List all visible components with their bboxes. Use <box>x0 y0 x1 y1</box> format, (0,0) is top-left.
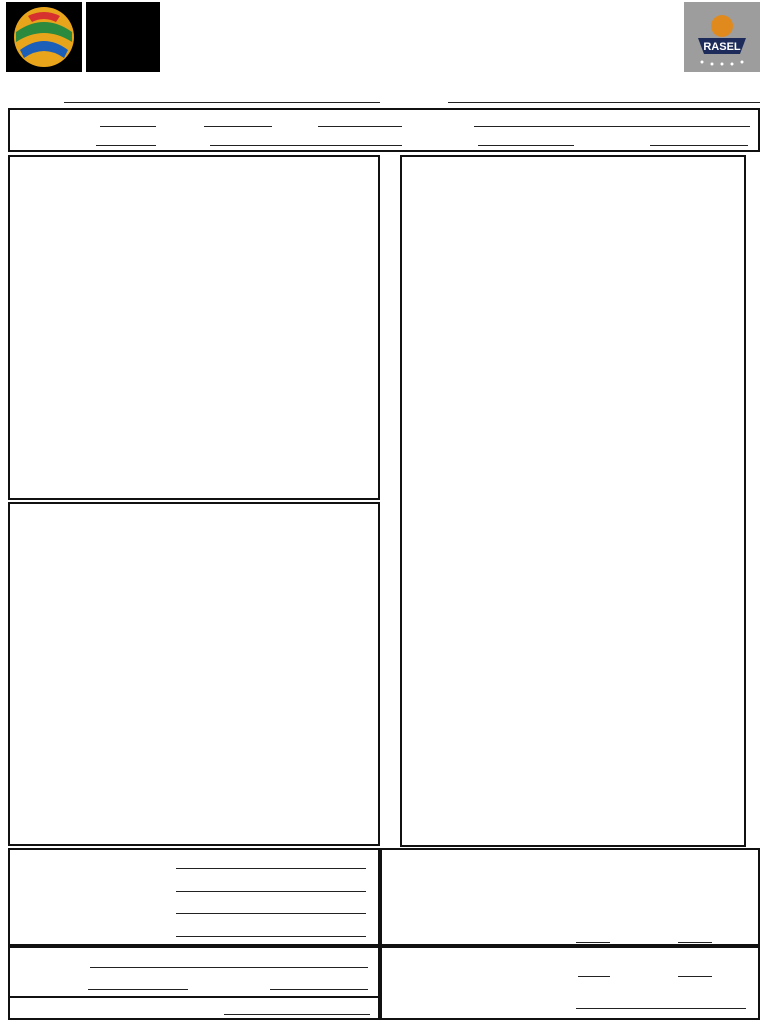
operator-field[interactable] <box>176 936 366 937</box>
officials-panel <box>8 848 380 946</box>
team-b-panel <box>8 502 380 846</box>
final-team-a-field[interactable] <box>578 976 610 977</box>
scores-extra-b-field[interactable] <box>678 942 712 943</box>
bottom-referee-field[interactable] <box>90 967 368 968</box>
timer-field[interactable] <box>176 913 366 914</box>
scores-extra-a-field[interactable] <box>576 942 610 943</box>
game-no-field[interactable] <box>96 145 156 146</box>
winning-team-field[interactable] <box>576 1008 746 1009</box>
umpire2-field[interactable] <box>650 145 748 146</box>
umpire1-field[interactable] <box>478 145 574 146</box>
running-score-panel <box>400 155 746 847</box>
time-field[interactable] <box>318 126 402 127</box>
captain-divider <box>8 996 380 998</box>
svg-text:RASEL: RASEL <box>703 41 741 53</box>
team-a-field[interactable] <box>64 102 380 103</box>
bottom-umpire1-field[interactable] <box>88 989 188 990</box>
team-b-field[interactable] <box>448 102 760 103</box>
captain-field[interactable] <box>224 1014 370 1015</box>
date-field[interactable] <box>204 126 272 127</box>
signatures-panel <box>8 946 380 1020</box>
bottom-umpire2-field[interactable] <box>270 989 368 990</box>
place-field[interactable] <box>210 145 402 146</box>
final-team-b-field[interactable] <box>678 976 712 977</box>
scores-panel <box>380 848 760 946</box>
team-a-panel <box>8 155 380 500</box>
fiba-ball-logo <box>6 2 82 72</box>
rasel-logo <box>684 2 760 72</box>
assistant-scorer-field[interactable] <box>176 891 366 892</box>
scorer-field[interactable] <box>176 868 366 869</box>
competition-field[interactable] <box>100 126 156 127</box>
fiba-wordmark-logo <box>86 2 160 72</box>
referee-field[interactable] <box>474 126 750 127</box>
